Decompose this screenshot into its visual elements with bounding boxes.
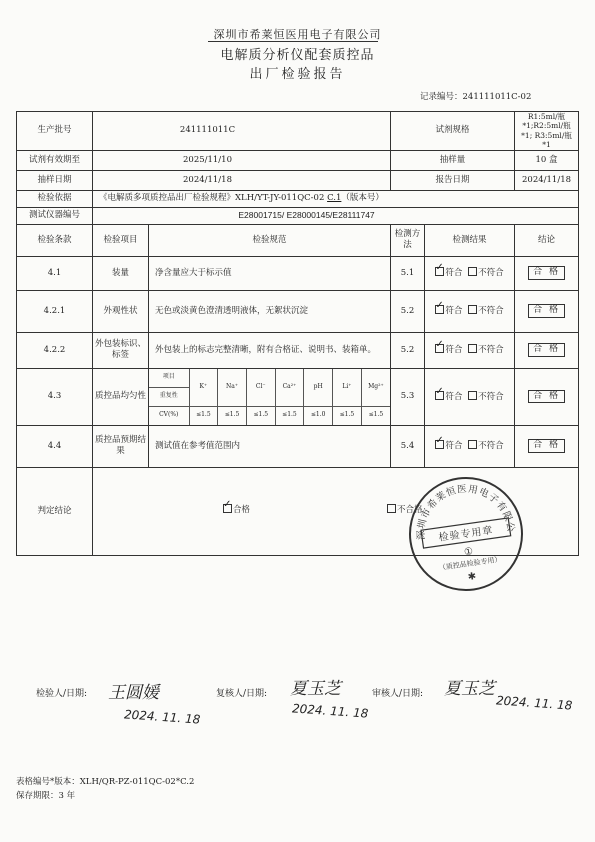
row-conclusion bbox=[515, 368, 579, 425]
col-item: 检验项目 bbox=[93, 224, 149, 256]
pass-checkbox[interactable] bbox=[435, 440, 444, 449]
row-spec: 净含量应大于标示值 bbox=[149, 256, 391, 290]
table-row bbox=[17, 368, 579, 425]
ion-label: Mg²⁺ bbox=[361, 369, 390, 407]
approver-label: 审核人/日期: bbox=[372, 689, 424, 699]
row-result bbox=[425, 256, 515, 290]
verdict-stamp: 合 格 bbox=[528, 304, 565, 317]
info-row-expiry bbox=[17, 150, 579, 170]
uniformity-table bbox=[149, 369, 390, 425]
judgement-fail-checkbox[interactable] bbox=[387, 504, 396, 513]
retention-period: 保存期限：3 年 bbox=[16, 791, 76, 801]
reviewer-date: 2024. 11. 18 bbox=[291, 701, 369, 721]
uniformity-item-label: 项目 bbox=[149, 369, 189, 388]
pass-label: 符合 bbox=[445, 345, 463, 356]
info-row-basis bbox=[17, 190, 579, 207]
uniformity-repeat-label: 重复性 bbox=[149, 387, 189, 406]
basis-value bbox=[93, 190, 579, 207]
seal-center-text: 检验专用章 bbox=[438, 525, 495, 544]
col-method: 检测方法 bbox=[391, 224, 425, 256]
row-result bbox=[425, 368, 515, 425]
pass-checkbox[interactable] bbox=[435, 391, 444, 400]
uniformity-cv-label: CV(%) bbox=[149, 406, 189, 425]
fail-label: 不符合 bbox=[478, 391, 504, 402]
verdict-stamp: 合 格 bbox=[528, 343, 565, 356]
row-method: 5.3 bbox=[391, 368, 425, 425]
fail-label: 不符合 bbox=[478, 306, 504, 317]
spec-value: R1:5ml/瓶*1;R2:5ml/瓶*1; R3:5ml/瓶*1 bbox=[515, 112, 579, 151]
row-clause: 4.1 bbox=[17, 256, 93, 290]
judgement-pass-label: 合格 bbox=[233, 504, 251, 515]
judgement-pass-checkbox[interactable] bbox=[223, 504, 232, 513]
fail-checkbox[interactable] bbox=[468, 440, 477, 449]
col-result: 检测结果 bbox=[425, 224, 515, 256]
cv-limit: ≤1.5 bbox=[189, 406, 218, 425]
reviewer-label: 复核人/日期: bbox=[216, 689, 268, 699]
verdict-stamp: 合 格 bbox=[528, 266, 565, 279]
record-number: 记录编号：241111011C-02 bbox=[420, 92, 532, 102]
row-clause: 4.2.2 bbox=[17, 332, 93, 368]
pass-checkbox[interactable] bbox=[435, 344, 444, 353]
row-method: 5.4 bbox=[391, 425, 425, 467]
row-item: 质控品预期结果 bbox=[93, 425, 149, 467]
uniformity-cell bbox=[149, 368, 391, 425]
pass-label: 符合 bbox=[445, 268, 463, 279]
sample-qty-label: 抽样量 bbox=[391, 150, 515, 170]
report-date-value: 2024/11/18 bbox=[515, 170, 579, 190]
judgement-fail-label: 不合格 bbox=[397, 504, 423, 515]
seal-number: ① bbox=[463, 546, 474, 559]
column-header-row bbox=[17, 224, 579, 256]
approver-date: 2024. 11. 18 bbox=[495, 693, 573, 713]
seal-star: ✱ bbox=[467, 571, 477, 584]
judgement-pass bbox=[223, 504, 250, 516]
batch-label: 生产批号 bbox=[17, 112, 93, 151]
ion-label: Cl⁻ bbox=[246, 369, 275, 407]
inspector-date: 2024. 11. 18 bbox=[123, 707, 201, 727]
report-title-line2: 出厂检验报告 bbox=[249, 67, 346, 82]
verdict-stamp: 合 格 bbox=[528, 390, 565, 403]
verdict-stamp: 合 格 bbox=[528, 439, 565, 452]
pass-label: 符合 bbox=[445, 441, 463, 452]
table-row bbox=[17, 332, 579, 368]
table-row bbox=[17, 425, 579, 467]
basis-version: C.1 bbox=[327, 193, 342, 204]
company-underline bbox=[208, 41, 378, 42]
ion-label: Li⁺ bbox=[333, 369, 362, 407]
ion-label: pH bbox=[304, 369, 333, 407]
pass-checkbox[interactable] bbox=[435, 267, 444, 276]
report-date-label: 报告日期 bbox=[391, 170, 515, 190]
row-conclusion bbox=[515, 256, 579, 290]
info-row-dates bbox=[17, 170, 579, 190]
row-result bbox=[425, 290, 515, 332]
col-clause: 检验条款 bbox=[17, 224, 93, 256]
info-row-batch bbox=[17, 112, 579, 151]
ion-label: K⁺ bbox=[189, 369, 218, 407]
sample-qty-value: 10 盒 bbox=[515, 150, 579, 170]
expiry-value: 2025/11/10 bbox=[93, 150, 391, 170]
cv-limit: ≤1.5 bbox=[333, 406, 362, 425]
row-item: 质控品均匀性 bbox=[93, 368, 149, 425]
table-row bbox=[17, 256, 579, 290]
row-method: 5.2 bbox=[391, 332, 425, 368]
seal-bottom-text: （质控品检验专用） bbox=[438, 555, 502, 573]
row-method: 5.1 bbox=[391, 256, 425, 290]
reviewer-signature: 夏玉芝 bbox=[290, 679, 341, 699]
sample-date-label: 抽样日期 bbox=[17, 170, 93, 190]
fail-checkbox[interactable] bbox=[468, 391, 477, 400]
row-item: 外观性状 bbox=[93, 290, 149, 332]
row-conclusion bbox=[515, 425, 579, 467]
row-item: 外包装标识、标签 bbox=[93, 332, 149, 368]
fail-checkbox[interactable] bbox=[468, 267, 477, 276]
seal-ring-path: 深圳市希莱恒医用电子有限公司 bbox=[415, 483, 517, 541]
judgement-label: 判定结论 bbox=[17, 467, 93, 555]
row-item: 装量 bbox=[93, 256, 149, 290]
cv-limit: ≤1.5 bbox=[218, 406, 247, 425]
instrument-value: E28001715/ E28000145/E28111747 bbox=[93, 207, 579, 224]
basis-version-note: （版本号） bbox=[341, 193, 384, 204]
fail-checkbox[interactable] bbox=[468, 344, 477, 353]
row-conclusion bbox=[515, 290, 579, 332]
approver-signature: 夏玉芝 bbox=[444, 679, 495, 699]
fail-checkbox[interactable] bbox=[468, 305, 477, 314]
expiry-label: 试剂有效期至 bbox=[17, 150, 93, 170]
pass-label: 符合 bbox=[445, 306, 463, 317]
row-clause: 4.2.1 bbox=[17, 290, 93, 332]
row-result bbox=[425, 425, 515, 467]
basis-label: 检验依据 bbox=[17, 190, 93, 207]
basis-doc: 《电解质多项质控品出厂检验规程》XLH/YT-JY-011QC-02 bbox=[99, 193, 328, 204]
form-number: 表格编号*版本：XLH/QR-PZ-011QC-02*C.2 bbox=[16, 777, 195, 787]
ion-label: Na⁺ bbox=[218, 369, 247, 407]
row-method: 5.2 bbox=[391, 290, 425, 332]
info-row-instrument bbox=[17, 207, 579, 224]
cv-limit: ≤1.5 bbox=[275, 406, 304, 425]
col-spec: 检验规范 bbox=[149, 224, 391, 256]
cv-limit: ≤1.5 bbox=[361, 406, 390, 425]
spec-label: 试剂规格 bbox=[391, 112, 515, 151]
fail-label: 不符合 bbox=[478, 441, 504, 452]
company-name: 深圳市希莱恒医用电子有限公司 bbox=[213, 28, 382, 41]
row-clause: 4.4 bbox=[17, 425, 93, 467]
fail-label: 不符合 bbox=[478, 345, 504, 356]
ion-label: Ca²⁺ bbox=[275, 369, 304, 407]
cv-limit: ≤1.0 bbox=[304, 406, 333, 425]
inspector-signature: 王圆媛 bbox=[108, 683, 159, 703]
instrument-label: 测试仪器编号 bbox=[17, 207, 93, 224]
inspection-seal bbox=[404, 472, 528, 596]
pass-label: 符合 bbox=[445, 391, 463, 402]
table-row bbox=[17, 290, 579, 332]
batch-value: 241111011C bbox=[93, 112, 391, 151]
row-result bbox=[425, 332, 515, 368]
row-spec: 测试值在参考值范围内 bbox=[149, 425, 391, 467]
fail-label: 不符合 bbox=[478, 268, 504, 279]
col-conclusion: 结论 bbox=[515, 224, 579, 256]
row-conclusion bbox=[515, 332, 579, 368]
row-spec: 外包装上的标志完整清晰，附有合格证、说明书、装箱单。 bbox=[149, 332, 391, 368]
sample-date-value: 2024/11/18 bbox=[93, 170, 391, 190]
pass-checkbox[interactable] bbox=[435, 305, 444, 314]
cv-limit: ≤1.5 bbox=[246, 406, 275, 425]
row-spec: 无色或淡黄色澄清透明液体，无絮状沉淀 bbox=[149, 290, 391, 332]
report-title-line1: 电解质分析仪配套质控品 bbox=[220, 48, 375, 63]
row-clause: 4.3 bbox=[17, 368, 93, 425]
inspector-label: 检验人/日期: bbox=[36, 689, 88, 699]
